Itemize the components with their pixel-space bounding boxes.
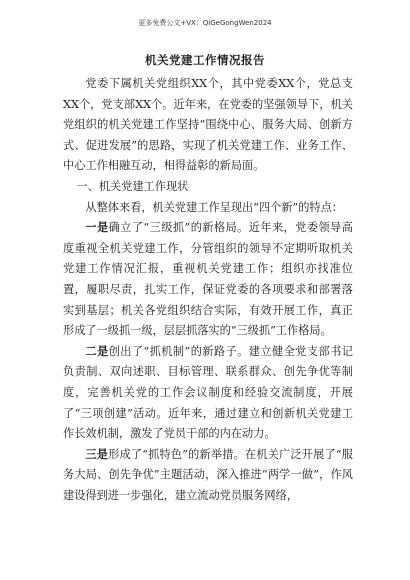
paragraph-point-three <box>63 445 353 507</box>
paragraph-intro: 党委下属机关党组织XX个，其中党委XX个，党总支XX个，党支部XX个。近年来，在党委的坚强领导下，机关党组织的机关党建工作坚持“围绕中心、服务大局、创新方式、促进发展”的思路，实现了机关党建工作、业务工作、中心工作相融互动，相得益彰的新局面。 <box>63 77 353 173</box>
point-two-lead: 二是 <box>85 344 109 358</box>
point-three-text: 形成了“抓特色”的新举措。在机关广泛开展了“服务大局、创先争优”主题活动，深入推进“两学一做”，作风建设得到进一步强化，建立流动党员服务网络， <box>63 447 353 502</box>
point-one-lead: 一是 <box>85 221 109 235</box>
point-one-text: 确立了“三级抓”的新格局。近年来，党委领导高度重视全机关党建工作，分管组织的领导不定期听取机关党建工作情况汇报，重视机关党建工作；组织亦找准位置，履职尽责，扎实工作，保证党委的各项要求和部署落实到基层；机关各党组织结合实际，有效开展工作，真正形成了一级抓一级，层层抓落实的“三级抓”工作格局。 <box>63 221 353 338</box>
point-two-text: 创出了“抓机制”的新路子。建立健全党支部书记负责制、双向述职、目标管理、联系群众、创先争优等制度，完善机关党的工作会议制度和经验交流制度，开展了“三项创建”活动。近年来，通过建立和创新机关党建工作长效机制，激发了党员干部的内在动力。 <box>63 344 353 441</box>
header-note: 更多免费公文+VX：QiGeGongWen2024 <box>138 19 272 27</box>
paragraph-point-two <box>63 342 353 445</box>
document-body <box>63 74 353 506</box>
paragraph-point-one <box>63 218 353 342</box>
document-title: 机关党建工作情况报告 <box>145 53 265 67</box>
paragraph-overview: 从整体来看，机关党建工作呈现出“四个新”的特点： <box>85 200 343 214</box>
point-three-lead: 三是 <box>85 447 109 461</box>
section-heading: 一、机关党建工作现状 <box>76 179 189 193</box>
